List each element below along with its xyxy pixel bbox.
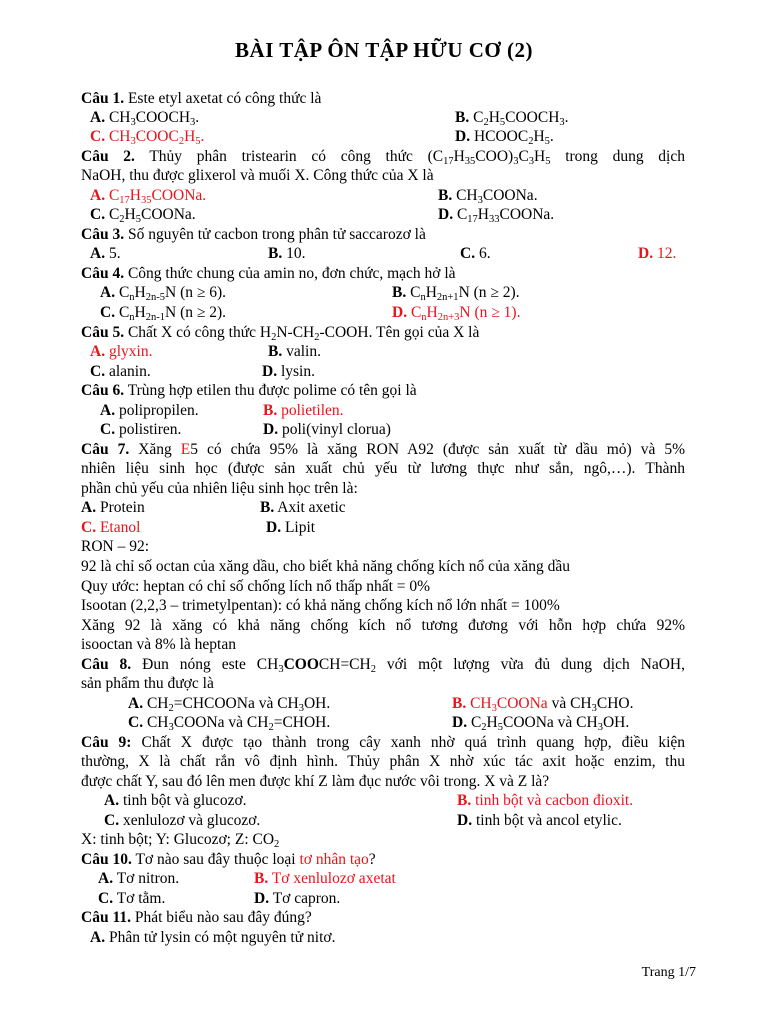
option-4d-answer: D. $C_nH_{2n+3}N$ (n ≥ 1). — [392, 304, 521, 323]
question-label: Câu 11. — [81, 909, 131, 926]
note-line: Isootan (2,2,3 – trimetylpentan): có khả năng chống kích nổ lớn nhất = 100% — [81, 597, 560, 614]
question-label: Câu 8. — [81, 656, 132, 673]
question-9-line-2: thường, X là chất rắn vô định hình. Thủy phân X nhờ xúc tác axit hoặc enzim, thu — [81, 753, 685, 770]
question-label: Câu 3. — [81, 226, 125, 243]
question-label: Câu 6. — [81, 382, 125, 399]
question-text: Phát biểu nào sau đây đúng? — [134, 909, 312, 926]
question-4 — [81, 264, 456, 283]
option-4a: A. $C_nH_{2n-5}N$ (n ≥ 6). — [100, 284, 227, 303]
question-1 — [81, 89, 321, 108]
option-6c: C. polistiren. — [100, 421, 182, 438]
question-10: Câu 10. Tơ nào sau đây thuộc loại tơ nhân tạo? — [81, 851, 376, 868]
option-4b: B. $C_nH_{2n+1}N$ (n ≥ 2). — [392, 284, 520, 303]
page-number: Trang 1/7 — [641, 965, 696, 980]
option-9d: D. tinh bột và ancol etylic. — [457, 812, 622, 829]
option-10d: D. Tơ capron. — [254, 890, 341, 907]
option-10c: C. Tơ tằm. — [98, 890, 166, 907]
option-8c: C. $CH_3COONa$ và $CH_2=CHOH$. — [128, 714, 331, 733]
option-2d: D. $C_{17}H_{33}COONa$. — [438, 206, 555, 225]
note-line: Xăng 92 là xăng có khả năng chống kích nổ tương đương với hỗn hợp chứa 92% — [81, 617, 685, 634]
option-1c-answer: C. $CH_3COOC_2H_5$. — [90, 128, 205, 147]
option-8d: D. $C_2H_5COONa$ và $CH_3OH$. — [452, 714, 630, 733]
note-line: Quy ước: heptan có chỉ số chống lích nổ thấp nhất = 0% — [81, 578, 431, 595]
option-3d-answer: D. 12. — [638, 245, 677, 262]
option-7c-answer: C. Etanol — [81, 519, 141, 536]
option-1d: D. $HCOOC_2H_5$. — [455, 128, 554, 147]
question-9-line-3: được chất Y, sau đó lên men được khí Z làm đục nước vôi trong. X và Z là? — [81, 773, 550, 790]
question-9-line-1: Câu 9: Chất X được tạo thành trong cây xanh nhờ quá trình quang hợp, điều kiện — [81, 734, 686, 751]
question-3 — [81, 225, 426, 244]
question-text: Công thức chung của amin no, đơn chức, mạch hở là — [127, 265, 456, 282]
question-label: Câu 9: — [81, 734, 132, 751]
question-8-line-1: Câu 8. Đun nóng este $CH_3COOCH=CH_2$ với một lượng vừa đủ dung dịch NaOH, — [81, 656, 685, 675]
option-6b-answer: B. polietilen. — [263, 402, 344, 419]
question-label: Câu 1. — [81, 90, 125, 107]
option-1b: B. $C_2H_5COOCH_3$. — [455, 109, 569, 128]
option-2b: B. $CH_3COONa$. — [438, 187, 538, 206]
option-5a-answer: A. glyxin. — [90, 343, 153, 360]
question-label: Câu 7. — [81, 441, 130, 458]
option-8b-answer: B. $CH_3COONa$ và $CH_3CHO$. — [452, 695, 634, 714]
question-6 — [81, 381, 417, 400]
option-7b: B. Axit axetic — [260, 499, 346, 516]
option-9a: A. tinh bột và glucozơ. — [104, 792, 247, 809]
answer-note: X: tinh bột; Y: Glucozơ; Z: $CO_2$ — [81, 831, 280, 850]
option-2c: C. $C_2H_5COONa$. — [90, 206, 196, 225]
question-5: Câu 5. Chất X có công thức $H_2N-CH_2$-COOH. Tên gọi của X là — [81, 324, 480, 343]
question-7-line-1: Câu 7. Xăng E5 có chứa 95% là xăng RON A92 (được sản xuất từ dầu mỏ) và 5% — [81, 441, 685, 458]
option-1a: A. $CH_3COOCH_3$. — [90, 109, 200, 128]
note-line: 92 là chỉ số octan của xăng dầu, cho biết khả năng chống kích nổ của xăng dầu — [81, 558, 570, 575]
option-8a: A. $CH_2=CHCOONa$ và $CH_3OH$. — [128, 695, 331, 714]
option-10b-answer: B. Tơ xenlulozơ axetat — [254, 870, 396, 887]
option-3a: A. 5. — [90, 245, 121, 262]
question-2-line-2: NaOH, thu được glixerol và muối X. Công thức của X là — [81, 167, 434, 184]
question-text: Tơ nào sau đây thuộc loại — [135, 851, 296, 868]
question-label: Câu 5. — [81, 324, 125, 341]
highlight-text: tơ nhân tạo — [299, 851, 369, 868]
question-label: Câu 10. — [81, 851, 132, 868]
option-9b-answer: B. tinh bột và cacbon đioxit. — [457, 792, 634, 809]
question-text: Trùng hợp etilen thu được polime có tên gọi là — [127, 382, 417, 399]
option-6d: D. poli(vinyl clorua) — [263, 421, 391, 438]
note-line: isooctan và 8% là heptan — [81, 636, 236, 653]
option-7a: A. Protein — [81, 499, 145, 516]
option-10a: A. Tơ nitron. — [98, 870, 180, 887]
note-line: RON – 92: — [81, 538, 150, 555]
question-label: Câu 2. — [81, 148, 135, 165]
option-4c: C. $C_nH_{2n-1}N$ (n ≥ 2). — [100, 304, 227, 323]
option-2a-answer: A. $C_{17}H_{35}COONa$. — [90, 187, 207, 206]
option-9c: C. xenlulozơ và glucozơ. — [104, 812, 261, 829]
question-2-line-1: Câu 2. Thủy phân tristearin có công thức $(C_{17}H_{35}COO)_3C_3H_5$ trong dung dịch — [81, 148, 685, 167]
question-label: Câu 4. — [81, 265, 125, 282]
page-title: BÀI TẬP ÔN TẬP HỮU CƠ (2) — [235, 38, 533, 62]
option-7d: D. Lipit — [266, 519, 316, 536]
option-5b: B. valin. — [268, 343, 321, 360]
option-5c: C. alanin. — [90, 363, 151, 380]
option-6a: A. polipropilen. — [100, 402, 199, 419]
option-5d: D. lysin. — [262, 363, 315, 380]
question-7-line-2: nhiên liệu sinh học (được sản xuất chủ yếu từ lương thực như sắn, ngô,…). Thành — [81, 460, 685, 477]
question-11 — [81, 908, 312, 927]
option-3b: B. 10. — [268, 245, 306, 262]
question-text: Este etyl axetat có công thức là — [127, 90, 322, 107]
option-11a: A. Phân tử lysin có một nguyên tử nitơ. — [90, 929, 336, 946]
question-text: Số nguyên tử cacbon trong phân tử saccarozơ là — [127, 226, 426, 243]
question-7-line-3: phần chủ yếu của nhiên liệu sinh học trên là: — [81, 480, 358, 497]
question-8-line-2: sản phẩm thu được là — [81, 675, 214, 692]
option-3c: C. 6. — [460, 245, 491, 262]
